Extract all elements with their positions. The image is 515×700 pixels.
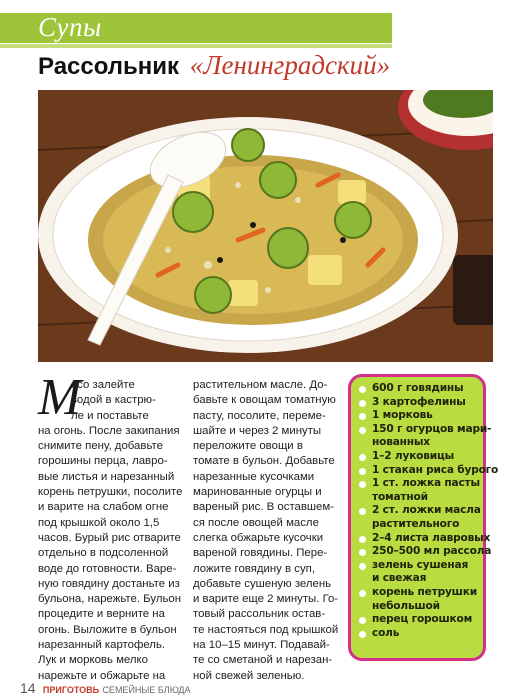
text-line: огонь. Выложите в бульон — [38, 623, 177, 636]
text-line: ся после овощей масле — [193, 516, 319, 529]
text-line: товый рассольник остав- — [193, 608, 326, 621]
ingredient-item — [357, 559, 479, 586]
text-line: нарезанные кусочками — [193, 470, 315, 483]
ingredient-text: перец горошком — [372, 613, 473, 626]
text-line: томате в бульон. Добавьте — [193, 455, 335, 468]
ingredients-box — [348, 374, 499, 661]
text-line: ложите говядину в суп, — [193, 562, 315, 575]
text-line: вые листья и нарезанный — [38, 470, 175, 483]
magazine-brand: ПРИГОТОВЬ — [42, 685, 100, 695]
text-line: водой в кастрю- — [71, 394, 156, 407]
ingredient-item — [357, 531, 491, 546]
text-line: те настояться под крышкой — [193, 623, 339, 636]
ingredient-item — [357, 627, 479, 641]
text-line: растительном масле. До- — [193, 379, 328, 391]
ingredient-item — [357, 422, 492, 450]
ingredient-text: 2–4 листа лавровых — [372, 531, 491, 544]
text-line: воде до готовности. Варе- — [38, 562, 177, 575]
text-line: и варите на слабом огне — [38, 501, 169, 514]
text-line: шайте и через 2 минуты — [193, 424, 322, 437]
ingredient-text: небольшой — [372, 599, 440, 612]
text-line: вареный рис. В оставшем- — [193, 501, 335, 514]
text-line: ясо залейте — [71, 379, 135, 391]
ingredient-item — [357, 409, 479, 423]
text-line: маринованные огурцы и — [193, 486, 322, 499]
text-line: на огонь. После закипания — [38, 424, 180, 437]
section-title: Супы — [38, 12, 102, 42]
ingredient-item — [357, 382, 479, 396]
ingredient-item — [357, 450, 479, 464]
ingredient-text: растительного — [372, 517, 460, 530]
ingredient-item — [357, 613, 479, 627]
ingredient-text: 1 стакан риса бурого — [372, 463, 499, 476]
ingredient-text: 1 морковь — [372, 409, 433, 422]
text-line: ную говядину достаньте из — [38, 577, 180, 590]
ingredient-text: 150 г огурцов мари- — [372, 422, 492, 435]
ingredient-item — [357, 477, 479, 504]
recipe-title — [38, 50, 390, 81]
text-line: Лук и морковь мелко — [38, 654, 148, 667]
page-number: 14 — [20, 680, 36, 696]
text-line: и варите еще 2 минуты. Го- — [193, 593, 339, 606]
ingredient-item — [357, 545, 492, 559]
ingredient-text: нованных — [372, 436, 430, 449]
text-line: снимите пену, добавьте — [38, 440, 163, 453]
soup-bowl-photo — [38, 90, 493, 362]
text-line: бульона, нарежьте. Бульон — [38, 593, 182, 606]
text-line: отдельно в подсоленной — [38, 547, 169, 560]
ingredient-text: зелень сушеная — [372, 558, 469, 571]
ingredient-text: 2 ст. ложки масла — [372, 504, 481, 517]
dropcap-letter: М — [38, 369, 82, 426]
page-footer — [20, 680, 191, 696]
text-line: нарежьте и обжарьте на — [38, 669, 166, 682]
recipe-title-main: Рассольник — [38, 53, 180, 80]
ingredient-item — [357, 396, 479, 410]
instructions-column-2 — [193, 378, 340, 684]
ingredient-text: 600 г говядины — [372, 382, 464, 394]
text-line: ной свежей зеленью. — [193, 669, 305, 682]
ingredients-list — [357, 382, 499, 640]
text-line: добавьте сушеную зелень — [193, 577, 332, 590]
ingredient-text: томатной — [372, 490, 428, 503]
text-line: пасту, посолите, переме- — [193, 409, 326, 422]
text-line: вареной говядины. Пере- — [193, 547, 328, 560]
text-line: нарезанный картофель. — [38, 639, 166, 652]
ingredient-text: 1–2 луковицы — [372, 449, 455, 462]
instructions-column-1 — [38, 378, 198, 684]
text-line: те со сметаной и нарезан- — [193, 654, 333, 667]
text-line: ле и поставьте — [71, 409, 149, 422]
ingredient-text: 3 картофелины — [372, 395, 466, 408]
text-line: слегка обжарьте кусочки — [193, 531, 324, 544]
ingredient-text: 250–500 мл рассола — [372, 545, 492, 558]
ingredient-item — [357, 504, 479, 531]
recipe-title-accent: «Ленинградский» — [189, 50, 391, 80]
ingredient-text: соль — [372, 626, 400, 639]
text-line: бавьте к овощам томатную — [193, 394, 336, 407]
magazine-series: СЕМЕЙНЫЕ БЛЮДА — [102, 685, 191, 695]
text-line: часов. Бурый рис отварите — [38, 531, 181, 544]
text-line: на 10–15 минут. Подавай- — [193, 639, 330, 652]
ingredient-item — [357, 463, 499, 478]
text-line: под крышкой около 1,5 — [38, 516, 160, 529]
ingredient-text: корень петрушки — [372, 585, 477, 598]
ingredient-text: 1 ст. ложка пасты — [372, 477, 480, 490]
text-line: процедите и верните на — [38, 608, 165, 621]
text-line: корень петрушки, посолите — [38, 486, 183, 499]
soup-illustration — [38, 90, 493, 362]
ingredient-item — [357, 586, 479, 613]
ingredient-text: и свежая — [372, 572, 427, 585]
text-line: переложите овощи в — [193, 440, 303, 453]
text-line: горошины перца, лавро- — [38, 455, 168, 468]
